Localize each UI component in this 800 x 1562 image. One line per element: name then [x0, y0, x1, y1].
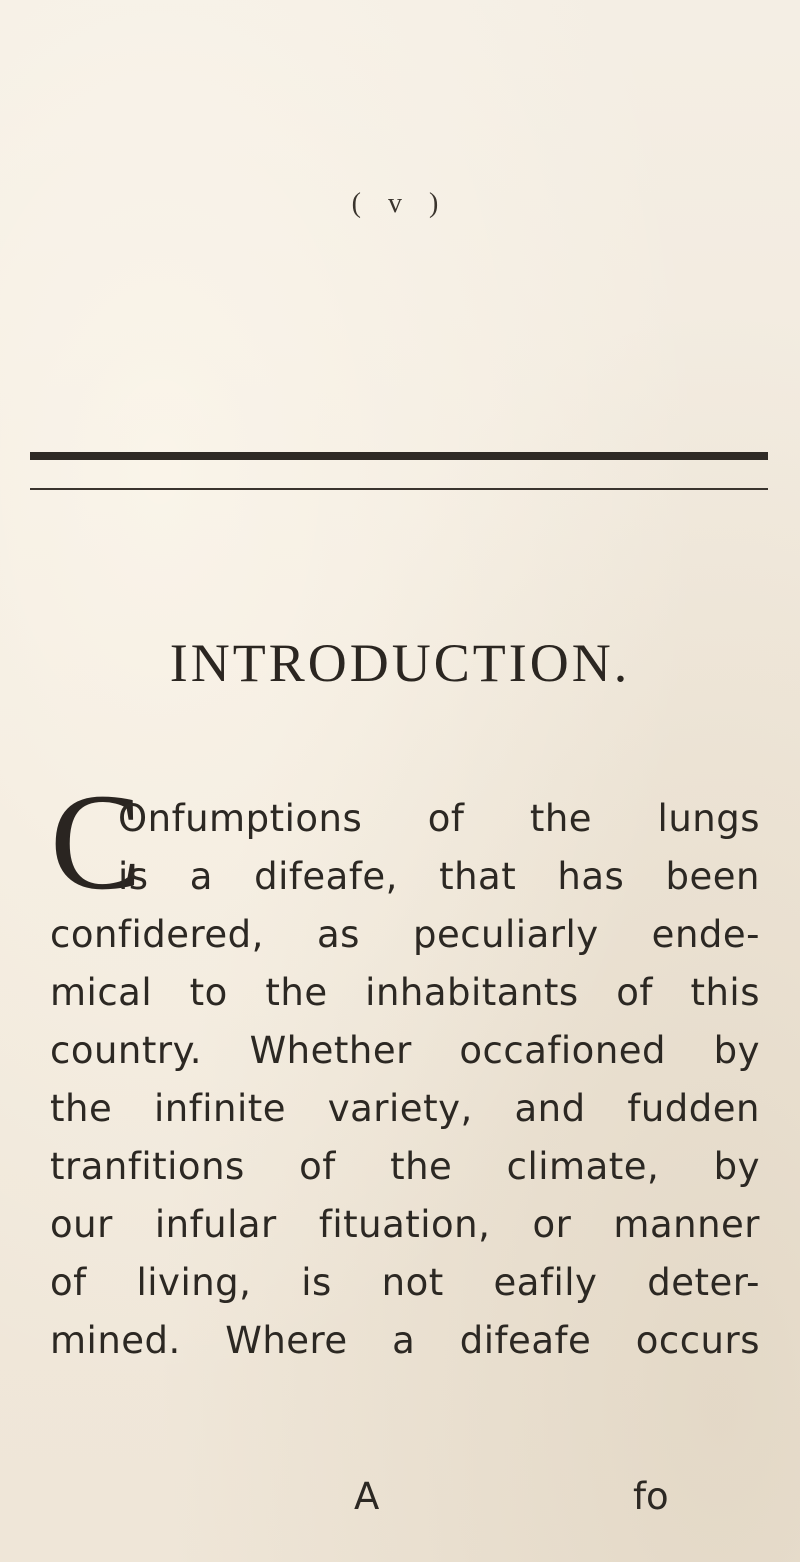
text-line: our infular fituation, or manner	[50, 1203, 760, 1246]
signature-mark: A	[354, 1475, 380, 1518]
text-line: Onfumptions of the lungs	[118, 797, 760, 840]
ornamental-rule-thin	[30, 488, 768, 490]
text-line: mined. Where a difeafe occurs	[50, 1319, 760, 1362]
text-line: tranfitions of the climate, by	[50, 1145, 760, 1188]
body-text	[50, 790, 760, 1370]
catchline	[0, 1475, 800, 1533]
text-line: the infinite variety, and fudden	[50, 1087, 760, 1130]
drop-cap-letter: C	[50, 765, 143, 918]
page-number: ( v )	[351, 188, 449, 219]
text-line: mical to the inhabitants of this	[50, 971, 760, 1014]
chapter-heading: INTRODUCTION.	[169, 633, 631, 693]
text-line: country. Whether occafioned by	[50, 1029, 760, 1072]
text-line: confidered, as peculiarly ende-	[50, 913, 760, 956]
catchword: fo	[633, 1475, 669, 1518]
text-line: of living, is not eafily deter-	[50, 1261, 760, 1304]
ornamental-rule-thick	[30, 452, 768, 460]
text-line: is a difeafe, that has been	[118, 855, 760, 898]
